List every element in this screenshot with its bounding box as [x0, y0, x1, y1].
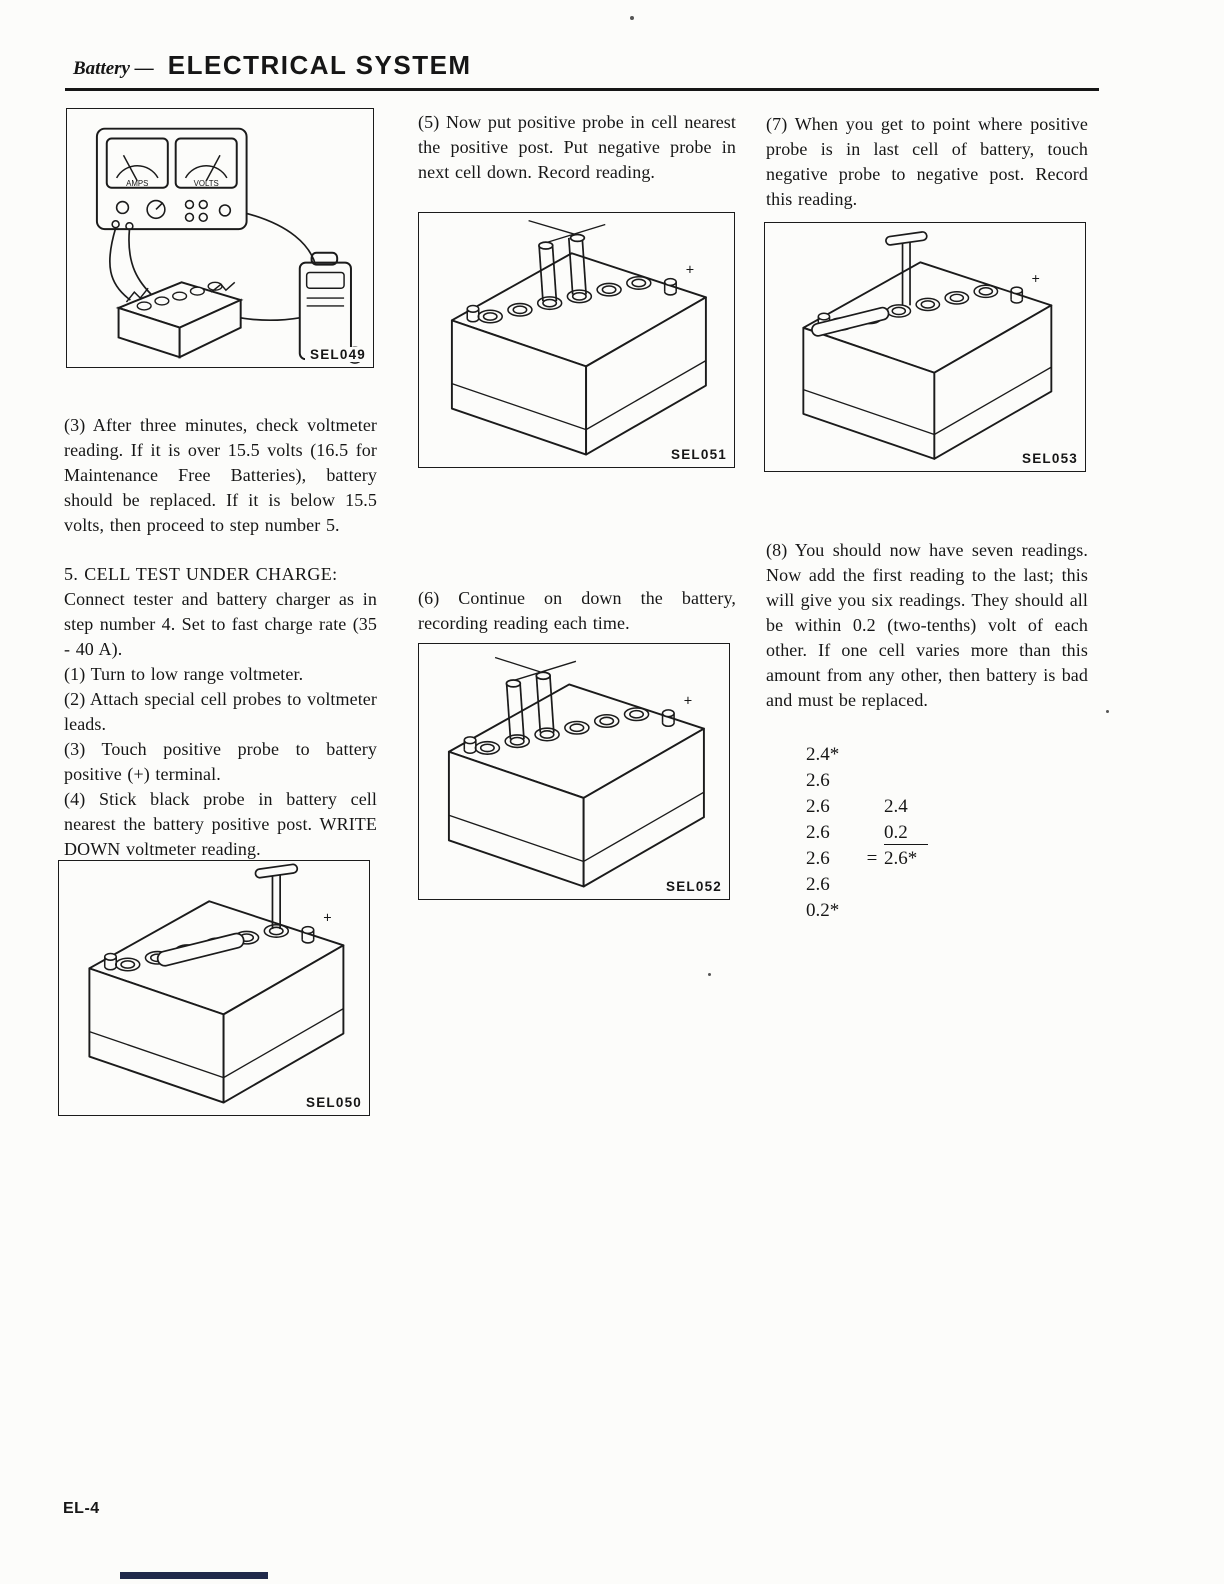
battery-probe-drawing-sel052 — [419, 644, 729, 899]
calc-value: 2.6* — [884, 848, 918, 869]
figure-sel049 — [66, 108, 374, 368]
battery-probe-drawing-sel050 — [59, 861, 369, 1115]
reading-row — [806, 744, 942, 770]
calc-value: 0.2 — [884, 822, 928, 845]
battery-tester-drawing — [67, 109, 373, 367]
step-6-text: (6) Continue on down the battery, recording reading each time. — [418, 588, 736, 633]
scan-speck — [708, 973, 711, 976]
figure-sel051 — [418, 212, 735, 468]
reading-row — [806, 874, 942, 900]
figure-label-sel053: SEL053 — [1017, 451, 1078, 466]
figure-sel052 — [418, 643, 730, 900]
reading-value: 2.6 — [806, 848, 830, 869]
substep-1-text: (1) Turn to low range voltmeter. — [64, 664, 304, 684]
reading-row — [806, 900, 942, 926]
page-title: ELECTRICAL SYSTEM — [167, 50, 472, 80]
step-3-text: (3) After three minutes, check voltmeter reading. If it is over 15.5 volts (16.5 for Maintenance Free Batteries), battery should be replaced. If it is below 15.5 volts, then proceed to step number 5. — [64, 415, 377, 535]
scan-speck — [630, 16, 634, 20]
step-8-text: (8) You should now have seven readings. Now add the first reading to the last; this will give you six readings. They should all be within 0.2 (two-tenths) volt of each other. If one cell varies more than this amount from any other, then battery is bad and must be replaced. — [766, 540, 1088, 710]
scan-speck — [1106, 710, 1109, 713]
figure-label-sel051: SEL051 — [666, 447, 727, 462]
reading-row — [806, 796, 942, 822]
readings-table — [806, 744, 942, 926]
voltmeter-label: VOLTS — [193, 178, 219, 188]
reading-row — [806, 822, 942, 848]
reading-value: 2.6 — [806, 770, 830, 791]
battery-probe-drawing-sel053 — [765, 223, 1085, 471]
page-number: EL-4 — [63, 1500, 100, 1517]
section-label: Battery — — [73, 58, 154, 79]
step-7-text: (7) When you get to point where positive probe is in last cell of battery, touch negative probe to negative post. Record this reading. — [766, 114, 1088, 209]
header-rule — [65, 88, 1099, 91]
reading-value: 2.6 — [806, 822, 830, 843]
cell-test-body: Connect tester and battery charger as in step number 4. Set to fast charge rate (35 - 40 A). — [64, 589, 377, 659]
substep-4-text: (4) Stick black probe in battery cell nearest the battery positive post. WRITE DOWN voltmeter reading. — [64, 789, 377, 859]
reading-value: 2.4* — [806, 744, 840, 765]
reading-value: 0.2* — [806, 900, 840, 921]
ammeter-label: AMPS — [126, 178, 149, 188]
figure-sel053 — [764, 222, 1086, 472]
reading-row — [806, 770, 942, 796]
page-header — [73, 50, 472, 81]
calc-value: 2.4 — [884, 796, 908, 817]
battery-probe-drawing-sel051 — [419, 213, 734, 467]
binding-mark — [120, 1572, 268, 1579]
figure-sel050 — [58, 860, 370, 1116]
step-5-text: (5) Now put positive probe in cell nearest the positive post. Put negative probe in next cell down. Record reading. — [418, 112, 736, 182]
figure-label-sel050: SEL050 — [301, 1095, 362, 1110]
figure-label-sel049: SEL049 — [305, 347, 366, 362]
reading-value: 2.6 — [806, 874, 830, 895]
calc-operator: = — [866, 848, 878, 869]
substep-2-text: (2) Attach special cell probes to voltmeter leads. — [64, 689, 377, 734]
figure-label-sel052: SEL052 — [661, 879, 722, 894]
cell-test-heading: 5. CELL TEST UNDER CHARGE: — [64, 564, 338, 584]
reading-row — [806, 848, 942, 874]
substep-3-text: (3) Touch positive probe to battery positive (+) terminal. — [64, 739, 377, 784]
reading-value: 2.6 — [806, 796, 830, 817]
